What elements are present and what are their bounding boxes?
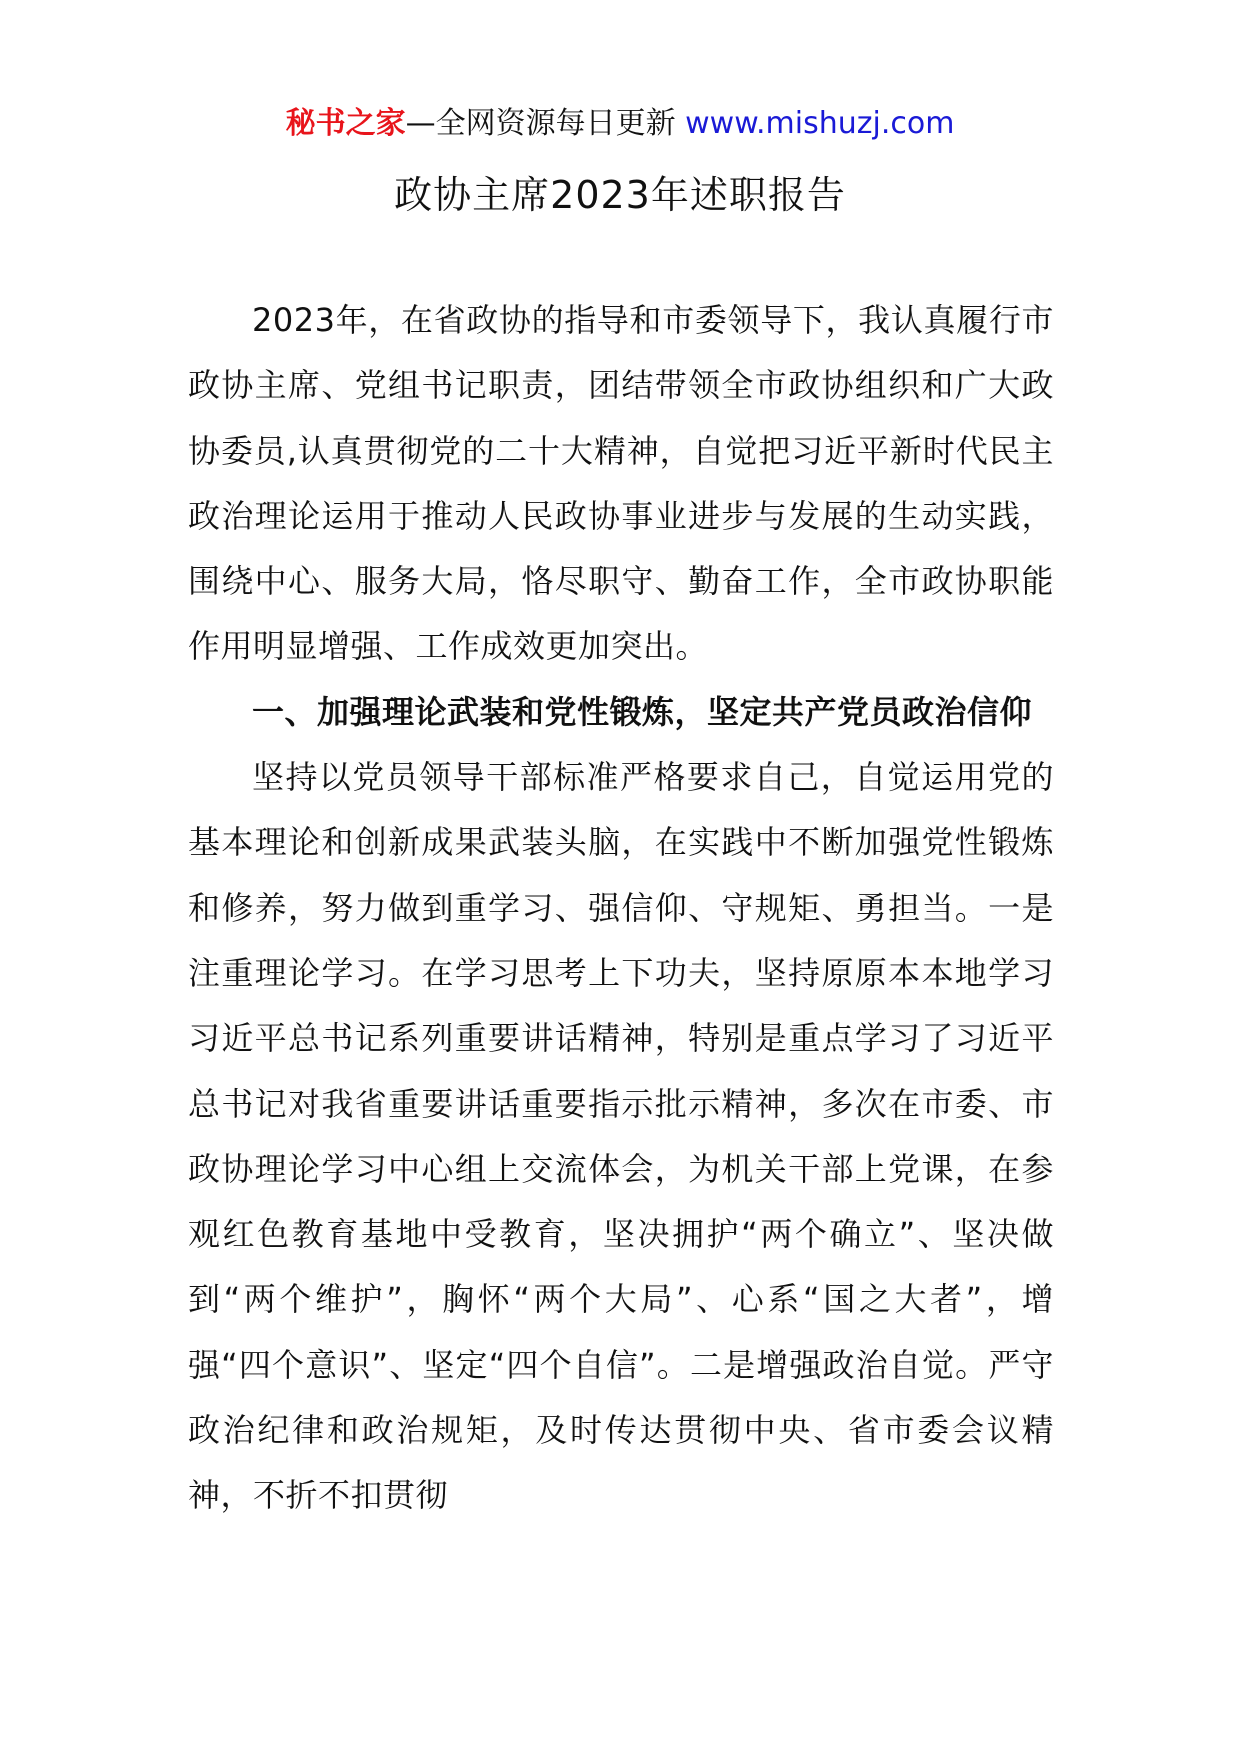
source-banner xyxy=(0,100,1240,148)
banner-brand: 秘书之家 xyxy=(285,106,406,141)
paragraph-section-1: 坚持以党员领导干部标准严格要求自己，自觉运用党的基本理论和创新成果武装头脑，在实践中不断加强党性锻炼和修养，努力做到重学习、强信仰、守规矩、勇担当。一是注重理论学习。在学习思考上下功夫，坚持原原本本地学习习近平总书记系列重要讲话精神，特别是重点学习了习近平总书记对我省重要讲话重要指示批示精神，多次在市委、市政协理论学习中心组上交流体会，为机关干部上党课，在参观红色教育基地中受教育，坚决拥护“两个确立”、坚决做到“两个维护”，胸怀“两个大局”、心系“国之大者”，增强“四个意识”、坚定“四个自信”。二是增强政治自觉。严守政治纪律和政治规矩，及时传达贯彻中央、省市委会议精神，不折不扣贯彻 xyxy=(188,758,1054,1515)
banner-url-link[interactable]: www.mishuzj.com xyxy=(685,106,955,141)
paragraph-intro: 2023年，在省政协的指导和市委领导下，我认真履行市政协主席、党组书记职责，团结带领全市政协组织和广大政协委员,认真贯彻党的二十大精神，自觉把习近平新时代民主政治理论运用于推动人民政协事业进步与发展的生动实践，围绕中心、服务大局，恪尽职守、勤奋工作，全市政协职能作用明显增强、工作成效更加突出。 xyxy=(188,301,1054,666)
banner-slogan: —全网资源每日更新 xyxy=(405,106,686,141)
section-heading-1: 一、加强理论武装和党性锻炼，坚定共产党员政治信仰 xyxy=(252,692,1033,731)
document-body xyxy=(188,288,1054,1529)
document-title: 政协主席2023年述职报告 xyxy=(394,173,846,217)
